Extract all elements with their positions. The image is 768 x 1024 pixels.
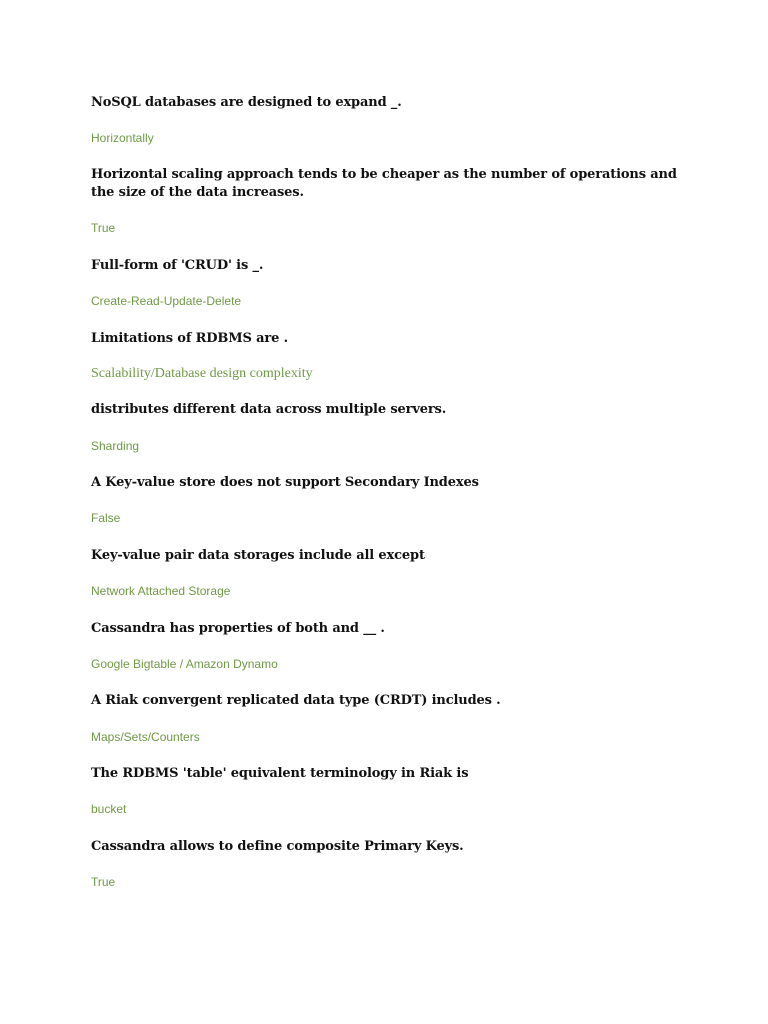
question-5: distributes different data across multiple servers. bbox=[91, 402, 447, 417]
question-9: A Riak convergent replicated data type (CRDT) includes . bbox=[91, 693, 501, 708]
answer-3: Create-Read-Update-Delete bbox=[91, 294, 242, 308]
question-2: Horizontal scaling approach tends to be cheaper as the number of operations and the size of the data increases. bbox=[91, 167, 677, 200]
answer-5: Sharding bbox=[91, 439, 140, 453]
question-11: Cassandra allows to define composite Primary Keys. bbox=[91, 839, 464, 854]
question-10: The RDBMS 'table' equivalent terminology in Riak is bbox=[91, 766, 469, 781]
answer-7: Network Attached Storage bbox=[91, 584, 231, 598]
question-1: NoSQL databases are designed to expand _. bbox=[91, 95, 402, 110]
answer-4: Scalability/Database design complexity bbox=[91, 366, 313, 381]
question-7: Key-value pair data storages include all except bbox=[91, 548, 425, 563]
question-6: A Key-value store does not support Secondary Indexes bbox=[91, 475, 479, 490]
answer-11: True bbox=[91, 875, 116, 889]
answer-6: False bbox=[91, 511, 121, 525]
question-8: Cassandra has properties of both and __ . bbox=[91, 621, 385, 636]
answer-1: Horizontally bbox=[91, 131, 154, 145]
question-4: Limitations of RDBMS are . bbox=[91, 331, 288, 346]
question-3: Full-form of 'CRUD' is _. bbox=[91, 258, 264, 273]
answer-2: True bbox=[91, 221, 116, 235]
answer-10: bucket bbox=[91, 802, 127, 816]
answer-9: Maps/Sets/Counters bbox=[91, 730, 200, 744]
answer-8: Google Bigtable / Amazon Dynamo bbox=[91, 657, 278, 671]
